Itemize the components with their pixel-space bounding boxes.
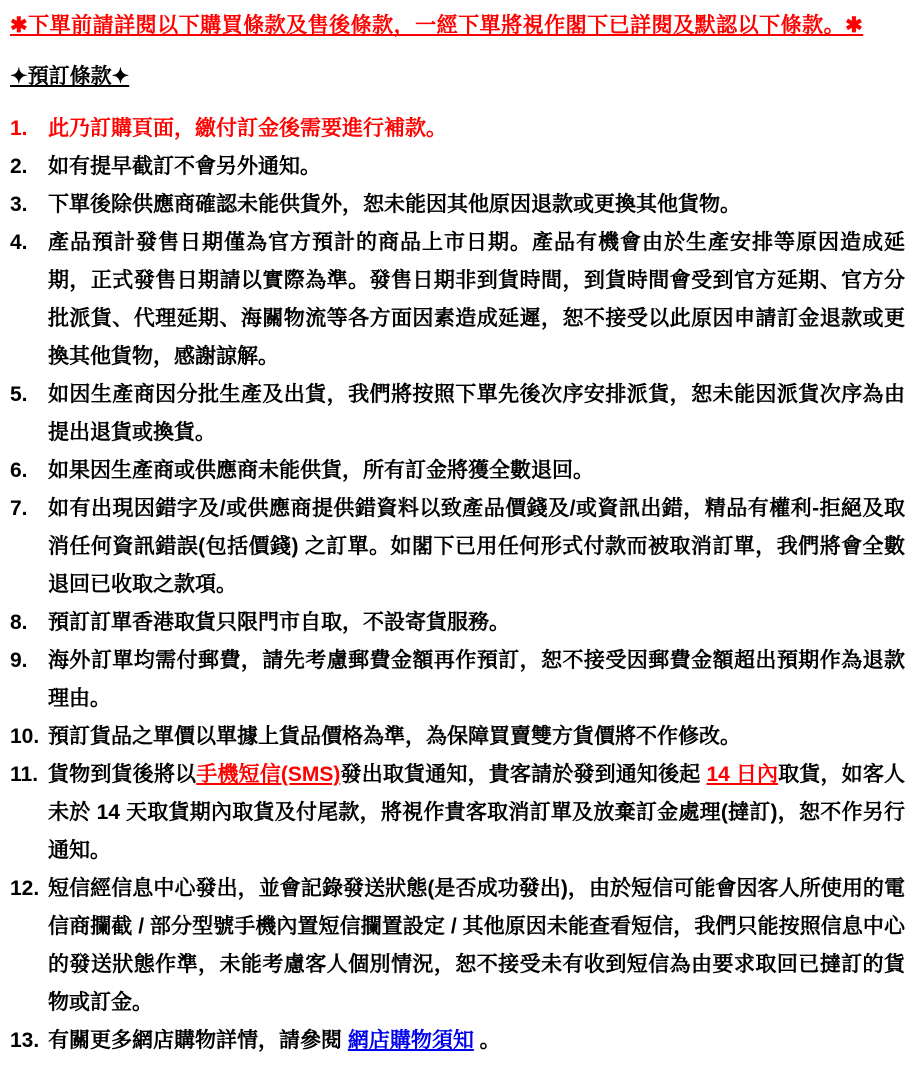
term-text: 如有出現因錯字及/或供應商提供錯資料以致產品價錢及/或資訊出錯，精品有權利-拒絕及取消任何資訊錯誤(包括價錢) 之訂單。如閣下已用任何形式付款而被取消訂單，我們將會全數退回已收取之款項。: [48, 497, 905, 596]
term-text: 短信經信息中心發出，並會記錄發送狀態(是否成功發出)，由於短信可能會因客人所使用的電信商攔截 / 部分型號手機內置短信攔置設定 / 其他原因未能查看短信，我們只能按照信息中心的發送狀態作準，未能考慮客人個別情況，恕不接受未有收到短信為由要求取回已撻訂的貨物或訂金。: [48, 877, 905, 1014]
term-text: 下單後除供應商確認未能供貨外，恕未能因其他原因退款或更換其他貨物。: [48, 193, 741, 216]
term-item-1: [10, 110, 905, 148]
term-number: 3.: [10, 193, 28, 216]
term-item-9: [10, 642, 905, 718]
term-item-7: [10, 490, 905, 604]
term-text: [48, 1022, 905, 1060]
purchase-terms-header: ✱下單前請詳閱以下購買條款及售後條款，一經下單將視作閣下已詳閱及默認以下條款。✱: [10, 14, 864, 37]
term-text-segment: 發出取貨通知，貴客請於發到通知後起: [340, 763, 707, 786]
term-text: 如有提早截訂不會另外通知。: [48, 155, 321, 178]
term-item-4: [10, 224, 905, 376]
term-text-segment: 取貨，如客人未於 14 天取貨期內取貨及付尾款，將視作貴客取消訂單及放棄訂金處理(撻訂)，恕不作另行通知。: [48, 763, 906, 862]
term-text: 如果因生產商或供應商未能供貨，所有訂金將獲全數退回。: [48, 459, 594, 482]
term-number: 6.: [10, 459, 28, 482]
term-text: [48, 756, 905, 870]
terms-list: [10, 110, 905, 1060]
term-number: 9.: [10, 649, 28, 672]
term-number: 8.: [10, 611, 28, 634]
term-text: 海外訂單均需付郵費，請先考慮郵費金額再作預訂，恕不接受因郵費金額超出預期作為退款理由。: [48, 649, 905, 710]
term-item-12: [10, 870, 905, 1022]
term-item-10: [10, 718, 905, 756]
term-item-3: [10, 186, 905, 224]
term-item-13: [10, 1022, 905, 1060]
term-text-segment: 有關更多網店購物詳情，請參閱: [48, 1029, 348, 1052]
term-number: 7.: [10, 497, 28, 520]
term-text: 產品預計發售日期僅為官方預計的商品上市日期。產品有機會由於生產安排等原因造成延期，正式發售日期請以實際為準。發售日期非到貨時間，到貨時間會受到官方延期、官方分批派貨、代理延期、海關物流等各方面因素造成延遲，恕不接受以此原因申請訂金退款或更換其他貨物，感謝諒解。: [48, 231, 905, 368]
term-item-11: [10, 756, 905, 870]
term-number: 2.: [10, 155, 28, 178]
term-number: 1.: [10, 117, 28, 140]
term-number: 4.: [10, 231, 28, 254]
term-text-segment: 。: [473, 1029, 501, 1052]
preorder-terms-section-title: ✦預訂條款✦: [10, 65, 130, 88]
term-text: 預訂貨品之單價以單據上貨品價格為準，為保障買賣雙方貨價將不作修改。: [48, 725, 741, 748]
term-number: 5.: [10, 383, 28, 406]
term-item-6: [10, 452, 905, 490]
term-text: 如因生產商因分批生產及出貨，我們將按照下單先後次序安排派貨，恕未能因派貨次序為由提出退貨或換貨。: [48, 383, 905, 444]
term-text: 預訂訂單香港取貨只限門市自取，不設寄貨服務。: [48, 611, 510, 634]
term-text-segment: 貨物到貨後將以: [48, 763, 197, 786]
pickup-days-highlight: 14 日內: [706, 763, 779, 786]
sms-highlight: 手機短信(SMS): [196, 763, 341, 786]
term-item-5: [10, 376, 905, 452]
term-number: 11.: [10, 763, 39, 786]
term-item-8: [10, 604, 905, 642]
term-text: 此乃訂購頁面，繳付訂金後需要進行補款。: [48, 117, 447, 140]
term-item-2: [10, 148, 905, 186]
term-number: 12.: [10, 877, 40, 900]
term-number: 10.: [10, 725, 40, 748]
shop-guide-link[interactable]: 網店購物須知: [347, 1029, 474, 1052]
term-number: 13.: [10, 1029, 40, 1052]
